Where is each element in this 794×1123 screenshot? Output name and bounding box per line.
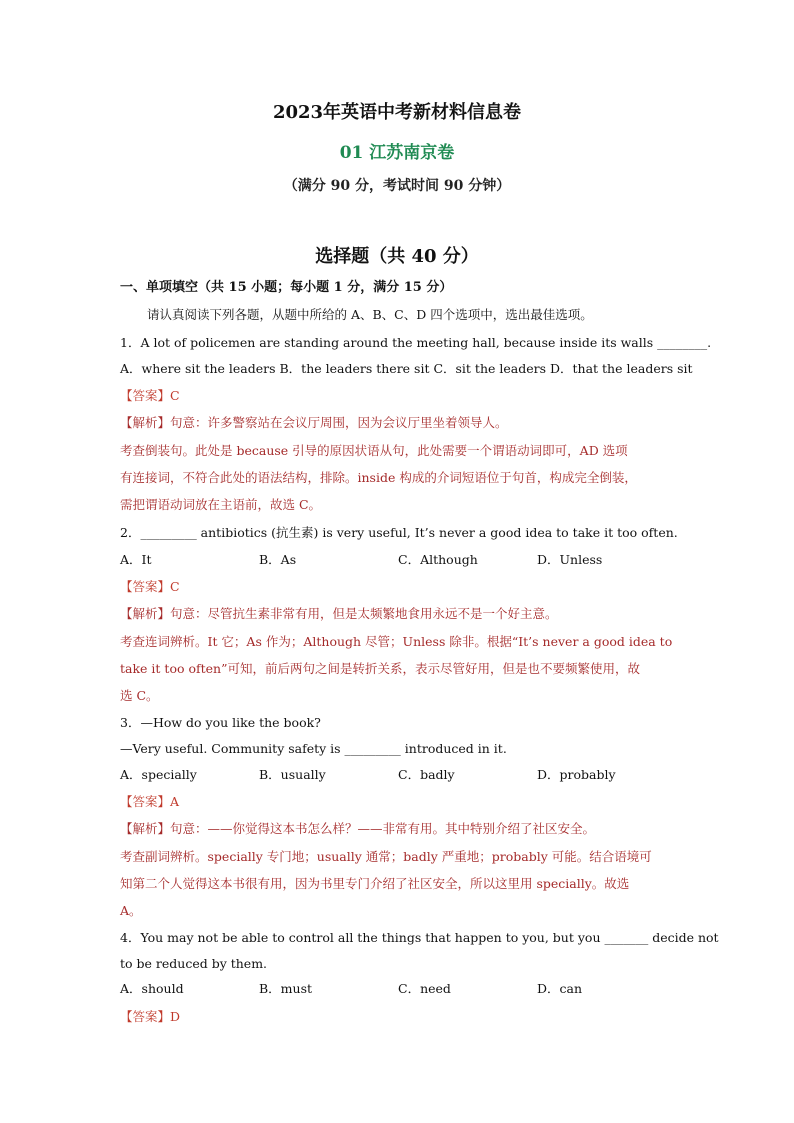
q2-option-b: B．As [259,552,297,567]
q3-explanation-line: A。 [120,903,142,918]
q3-stem-line: 3．—How do you like the book? [120,715,321,730]
q3-option-a: A．specially [120,767,197,782]
document-subtitle: 01 江苏南京卷 [339,143,455,163]
q2-stem: 2．_________ antibiotics (抗生素) is very useful, It’s never a good idea to take it too often. [120,525,678,540]
q3-option-d: D．probably [537,767,616,782]
q1-explanation-line: 考查倒装句。此处是 because 引导的原因状语从句，此处需要一个谓语动词即可，AD 选项 [120,443,628,458]
q3-option-b: B．usually [259,767,326,782]
q1-explanation-line: 有连接词，不符合此处的语法结构，排除。inside 构成的介词短语位于句首，构成完全倒装， [120,470,637,485]
q3-answer: 【答案】A [120,794,180,809]
q4-answer: 【答案】D [120,1009,181,1024]
q2-explanation-line: 考查连词辨析。It 它；As 作为；Although 尽管；Unless 除非。根据“It’s never a good idea to [120,634,673,649]
q4-option-d: D．can [537,981,583,996]
q3-explanation-line: 知第二个人觉得这本书很有用，因为书里专门介绍了社区安全，所以这里用 specially。故选 [120,876,630,891]
document-title: 2023年英语中考新材料信息卷 [272,102,522,123]
q1-answer: 【答案】C [120,388,180,403]
q3-explanation-line: 考查副词辨析。specially 专门地；usually 通常；badly 严重地；probably 可能。结合语境可 [120,849,652,864]
q1-stem: 1．A lot of policemen are standing around the meeting hall, because inside its walls ________. [120,335,712,350]
q4-option-b: B．must [259,981,313,996]
q3-stem-line: —Very useful. Community safety is _________ introduced in it. [120,741,507,756]
q2-explanation-line: 选 C。 [120,688,159,703]
q4-option-c: C．need [398,981,451,996]
q1-options: A．where sit the leaders B．the leaders there sit C．sit the leaders D．that the leaders sit [120,361,693,376]
q2-answer: 【答案】C [120,579,180,594]
section-heading: 一、单项填空（共 15 小题；每小题 1 分，满分 15 分） [120,280,453,295]
q2-analysis: 【解析】句意：尽管抗生素非常有用，但是太频繁地食用永远不是一个好主意。 [120,606,558,621]
q4-stem-line: to be reduced by them. [120,956,268,971]
q1-explanation-line: 需把谓语动词放在主语前，故选 C。 [120,497,322,512]
score-time-note: （满分 90 分，考试时间 90 分钟） [283,178,511,194]
part-title: 选择题（共 40 分） [315,246,479,267]
q2-explanation-line: take it too often”可知，前后两句之间是转折关系，表示尽管好用，但是也不要频繁使用，故 [120,661,640,676]
q4-stem-line: 4．You may not be able to control all the things that happen to you, but you _______ decide not [120,930,719,945]
q1-analysis: 【解析】句意：许多警察站在会议厅周围，因为会议厅里坐着领导人。 [120,415,508,430]
q2-option-c: C．Although [398,552,478,567]
q4-option-a: A．should [120,981,184,996]
q2-option-a: A．It [120,552,152,567]
q2-option-d: D．Unless [537,552,603,567]
q3-analysis: 【解析】句意：——你觉得这本书怎么样？——非常有用。其中特别介绍了社区安全。 [120,821,596,836]
q3-option-c: C．badly [398,767,455,782]
section-instruction: 请认真阅读下列各题，从题中所给的 A、B、C、D 四个选项中，选出最佳选项。 [147,307,593,322]
